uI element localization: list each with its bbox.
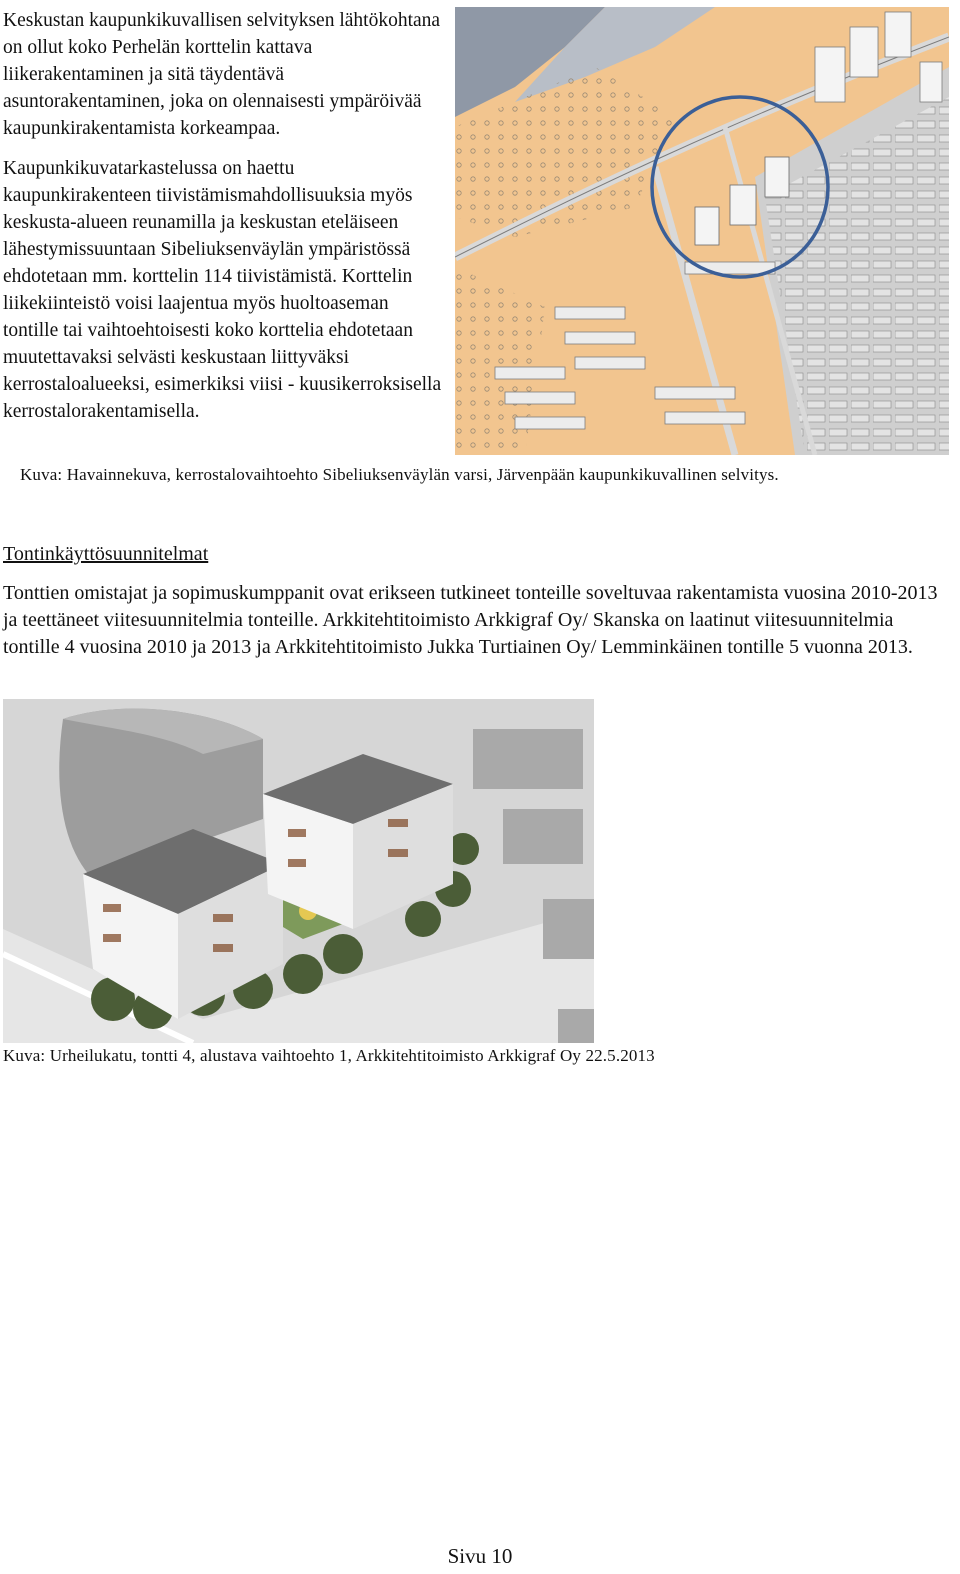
building-render-image bbox=[3, 699, 594, 1043]
plan-illustration-image bbox=[455, 7, 949, 455]
intro-paragraph-2: Kaupunkikuvatarkastelussa on haettu kaupunkirakenteen tiivistämismahdollisuuksia myös keskusta-alueen reunamilla ja keskustan eteläiseen lähestymissuuntaan Sibeliuksenväylän ympäristössä ehdotetaan mm. korttelin 114 tiivistämistä. Korttelin liikekiinteistö voisi laajentua myös huoltoaseman tontille tai vaihtoehtoisesti koko korttelia ehdotetaan muutettavaksi selvästi keskustaan liittyväksi kerrostaloalueeksi, esimerkiksi viisi - kuusikerroksisella kerrostalorakentamisella. bbox=[3, 158, 442, 422]
figure-2-caption: Kuva: Urheilukatu, tontti 4, alustava vaihtoehto 1, Arkkitehtitoimisto Arkkigraf Oy 22.5.2013 bbox=[3, 1046, 655, 1065]
section-heading: Tontinkäyttösuunnitelmat bbox=[3, 543, 209, 565]
section-paragraph: Tonttien omistajat ja sopimuskumppanit ovat erikseen tutkineet tonteille soveltuvaa rakentamista vuosina 2010-2013 ja teettäneet viitesuunnitelmia tonteille. Arkkitehtitoimisto Arkkigraf Oy/ Skanska on laatinut viitesuunnitelmia tontille 4 vuosina 2010 ja 2013 ja Arkkitehtitoimisto Jukka Turtiainen Oy/ Lemminkäinen tontille 5 vuonna 2013. bbox=[3, 582, 938, 658]
figure-1-caption: Kuva: Havainnekuva, kerrostalovaihtoehto Sibeliuksenväylän varsi, Järvenpään kaupunkikuvallinen selvitys. bbox=[20, 465, 779, 484]
intro-paragraph-1: Keskustan kaupunkikuvallisen selvityksen lähtökohtana on ollut koko Perhelän korttelin kattava liikerakentaminen ja sitä täydentävä asuntorakentaminen, joka on olennaisesti ympäröivää kaupunkirakentamista korkeampaa. bbox=[3, 10, 441, 139]
page-number: Sivu 10 bbox=[447, 1544, 513, 1568]
